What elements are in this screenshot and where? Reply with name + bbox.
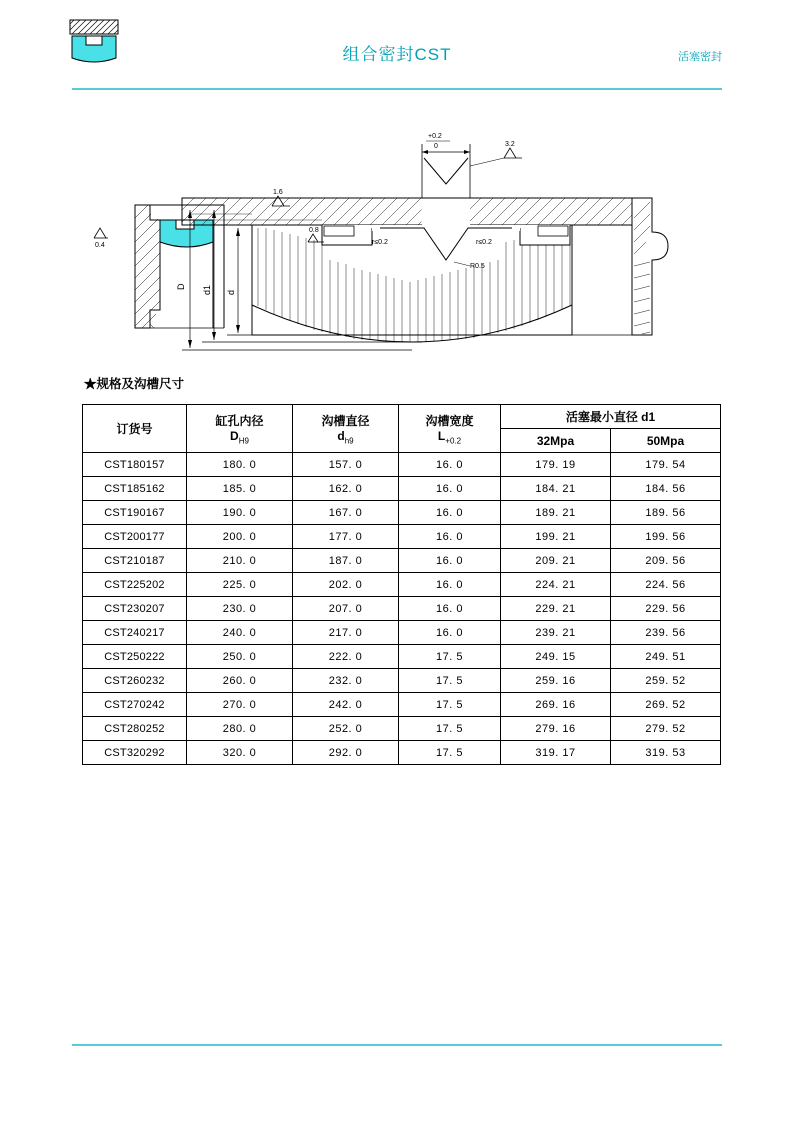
cell-bore: 280. 0 xyxy=(187,717,293,741)
cell-groove-dia: 187. 0 xyxy=(293,549,399,573)
cell-groove-width: 16. 0 xyxy=(399,477,501,501)
roughness-label-16: 1.6 xyxy=(273,189,283,196)
cell-p32: 224. 21 xyxy=(501,573,611,597)
cell-groove-width: 16. 0 xyxy=(399,621,501,645)
cell-p50: 209. 56 xyxy=(611,549,721,573)
cell-p32: 229. 21 xyxy=(501,597,611,621)
cell-bore: 180. 0 xyxy=(187,453,293,477)
cell-groove-width: 16. 0 xyxy=(399,525,501,549)
cell-bore: 230. 0 xyxy=(187,597,293,621)
th-bore-diameter-label: 缸孔内径 xyxy=(215,413,264,428)
cell-groove-dia: 252. 0 xyxy=(293,717,399,741)
cell-p32: 209. 21 xyxy=(501,549,611,573)
roughness-label-08: 0.8 xyxy=(309,227,319,234)
th-bore-diameter-symbol: $D_{H9}$ xyxy=(230,428,249,446)
th-groove-width-symbol: $L_{+0.2}$ xyxy=(437,428,462,446)
cell-p50: 184. 56 xyxy=(611,477,721,501)
header-category-label: 活塞密封 xyxy=(678,51,722,63)
cell-bore: 250. 0 xyxy=(187,645,293,669)
cell-order-code: CST200177 xyxy=(83,525,187,549)
page-title: 组合密封CST xyxy=(342,45,452,64)
cell-order-code: CST185162 xyxy=(83,477,187,501)
cell-p50: 229. 56 xyxy=(611,597,721,621)
table-row xyxy=(83,621,721,645)
cell-order-code: CST230207 xyxy=(83,597,187,621)
table-row xyxy=(83,453,721,477)
cell-p32: 239. 21 xyxy=(501,621,611,645)
cell-p50: 269. 52 xyxy=(611,693,721,717)
radius-label-bottom: R0.5 xyxy=(470,263,485,270)
cell-p32: 269. 16 xyxy=(501,693,611,717)
table-row xyxy=(83,669,721,693)
cell-order-code: CST180157 xyxy=(83,453,187,477)
cell-order-code: CST260232 xyxy=(83,669,187,693)
section-heading: ★规格及沟槽尺寸 xyxy=(84,377,185,391)
cell-groove-width: 17. 5 xyxy=(399,693,501,717)
cell-groove-dia: 292. 0 xyxy=(293,741,399,765)
cell-groove-width: 17. 5 xyxy=(399,669,501,693)
cell-bore: 185. 0 xyxy=(187,477,293,501)
cell-groove-width: 16. 0 xyxy=(399,573,501,597)
cell-p50: 249. 51 xyxy=(611,645,721,669)
cell-bore: 240. 0 xyxy=(187,621,293,645)
table-row xyxy=(83,525,721,549)
seal-section-left xyxy=(94,205,224,328)
cell-p32: 249. 15 xyxy=(501,645,611,669)
cell-groove-dia: 157. 0 xyxy=(293,453,399,477)
cell-p50: 189. 56 xyxy=(611,501,721,525)
cell-order-code: CST210187 xyxy=(83,549,187,573)
cell-order-code: CST225202 xyxy=(83,573,187,597)
dimension-d xyxy=(226,228,240,333)
groove-section-right xyxy=(176,133,668,350)
table-row xyxy=(83,501,721,525)
cell-bore: 320. 0 xyxy=(187,741,293,765)
roughness-symbol-32 xyxy=(470,141,522,166)
cell-order-code: CST270242 xyxy=(83,693,187,717)
table-row xyxy=(83,549,721,573)
cell-groove-dia: 162. 0 xyxy=(293,477,399,501)
roughness-symbol-04 xyxy=(94,228,108,249)
cell-p32: 179. 19 xyxy=(501,453,611,477)
tolerance-upper: +0.2 xyxy=(428,133,442,140)
cell-groove-width: 17. 5 xyxy=(399,645,501,669)
cell-groove-width: 17. 5 xyxy=(399,717,501,741)
th-groove-diameter xyxy=(293,405,399,453)
cell-bore: 225. 0 xyxy=(187,573,293,597)
spec-table-wrapper xyxy=(82,404,720,765)
cell-p50: 259. 52 xyxy=(611,669,721,693)
cell-bore: 200. 0 xyxy=(187,525,293,549)
cell-p32: 279. 16 xyxy=(501,717,611,741)
header-divider xyxy=(72,88,722,90)
th-groove-width xyxy=(399,405,501,453)
cell-groove-width: 16. 0 xyxy=(399,501,501,525)
th-groove-width-label: 沟槽宽度 xyxy=(425,413,474,428)
cell-groove-dia: 242. 0 xyxy=(293,693,399,717)
cell-groove-dia: 167. 0 xyxy=(293,501,399,525)
footer-divider xyxy=(72,1044,722,1046)
table-row xyxy=(83,573,721,597)
cell-p32: 199. 21 xyxy=(501,525,611,549)
cell-p32: 319. 17 xyxy=(501,741,611,765)
cell-groove-dia: 202. 0 xyxy=(293,573,399,597)
cell-bore: 260. 0 xyxy=(187,669,293,693)
cell-groove-width: 16. 0 xyxy=(399,453,501,477)
roughness-label-32: 3.2 xyxy=(505,141,515,148)
cell-groove-dia: 232. 0 xyxy=(293,669,399,693)
cell-order-code: CST240217 xyxy=(83,621,187,645)
cell-order-code: CST250222 xyxy=(83,645,187,669)
th-order-code: 订货号 xyxy=(83,405,187,453)
cell-groove-width: 17. 5 xyxy=(399,741,501,765)
radius-label-right: r≤0.2 xyxy=(476,239,492,246)
table-row xyxy=(83,477,721,501)
cell-bore: 270. 0 xyxy=(187,693,293,717)
table-row xyxy=(83,741,721,765)
radius-label-left: r≤0.2 xyxy=(372,239,388,246)
th-groove-diameter-label: 沟槽直径 xyxy=(321,413,370,428)
cell-p50: 199. 56 xyxy=(611,525,721,549)
cell-p50: 319. 53 xyxy=(611,741,721,765)
cell-groove-dia: 177. 0 xyxy=(293,525,399,549)
cell-p32: 259. 16 xyxy=(501,669,611,693)
cell-groove-width: 16. 0 xyxy=(399,549,501,573)
cell-groove-dia: 207. 0 xyxy=(293,597,399,621)
dimension-label-d: d xyxy=(226,289,236,295)
cell-bore: 210. 0 xyxy=(187,549,293,573)
cell-groove-dia: 217. 0 xyxy=(293,621,399,645)
cell-order-code: CST280252 xyxy=(83,717,187,741)
table-row xyxy=(83,717,721,741)
table-row xyxy=(83,693,721,717)
roughness-label-04: 0.4 xyxy=(95,242,105,249)
cell-bore: 190. 0 xyxy=(187,501,293,525)
tolerance-lower: 0 xyxy=(434,143,438,150)
cell-p32: 184. 21 xyxy=(501,477,611,501)
dimension-label-d1: d1 xyxy=(202,284,212,295)
spec-table-body xyxy=(83,453,721,765)
dimension-label-D: D xyxy=(176,283,186,290)
cell-p50: 239. 56 xyxy=(611,621,721,645)
table-row xyxy=(83,597,721,621)
cell-groove-width: 16. 0 xyxy=(399,597,501,621)
th-bore-diameter xyxy=(187,405,293,453)
table-row xyxy=(83,645,721,669)
th-groove-diameter-symbol: $d_{h9}$ xyxy=(337,428,354,446)
cell-p32: 189. 21 xyxy=(501,501,611,525)
cell-groove-dia: 222. 0 xyxy=(293,645,399,669)
th-piston-min-diameter: 活塞最小直径 d1 xyxy=(501,405,721,429)
cell-order-code: CST190167 xyxy=(83,501,187,525)
v-notch xyxy=(422,133,470,198)
cell-p50: 279. 52 xyxy=(611,717,721,741)
spec-table xyxy=(82,404,721,765)
cell-order-code: CST320292 xyxy=(83,741,187,765)
cell-p50: 179. 54 xyxy=(611,453,721,477)
page-header xyxy=(0,0,794,90)
cell-p50: 224. 56 xyxy=(611,573,721,597)
technical-drawing xyxy=(72,110,722,360)
th-pressure-50mpa: 50Mpa xyxy=(611,429,721,453)
th-pressure-32mpa: 32Mpa xyxy=(501,429,611,453)
